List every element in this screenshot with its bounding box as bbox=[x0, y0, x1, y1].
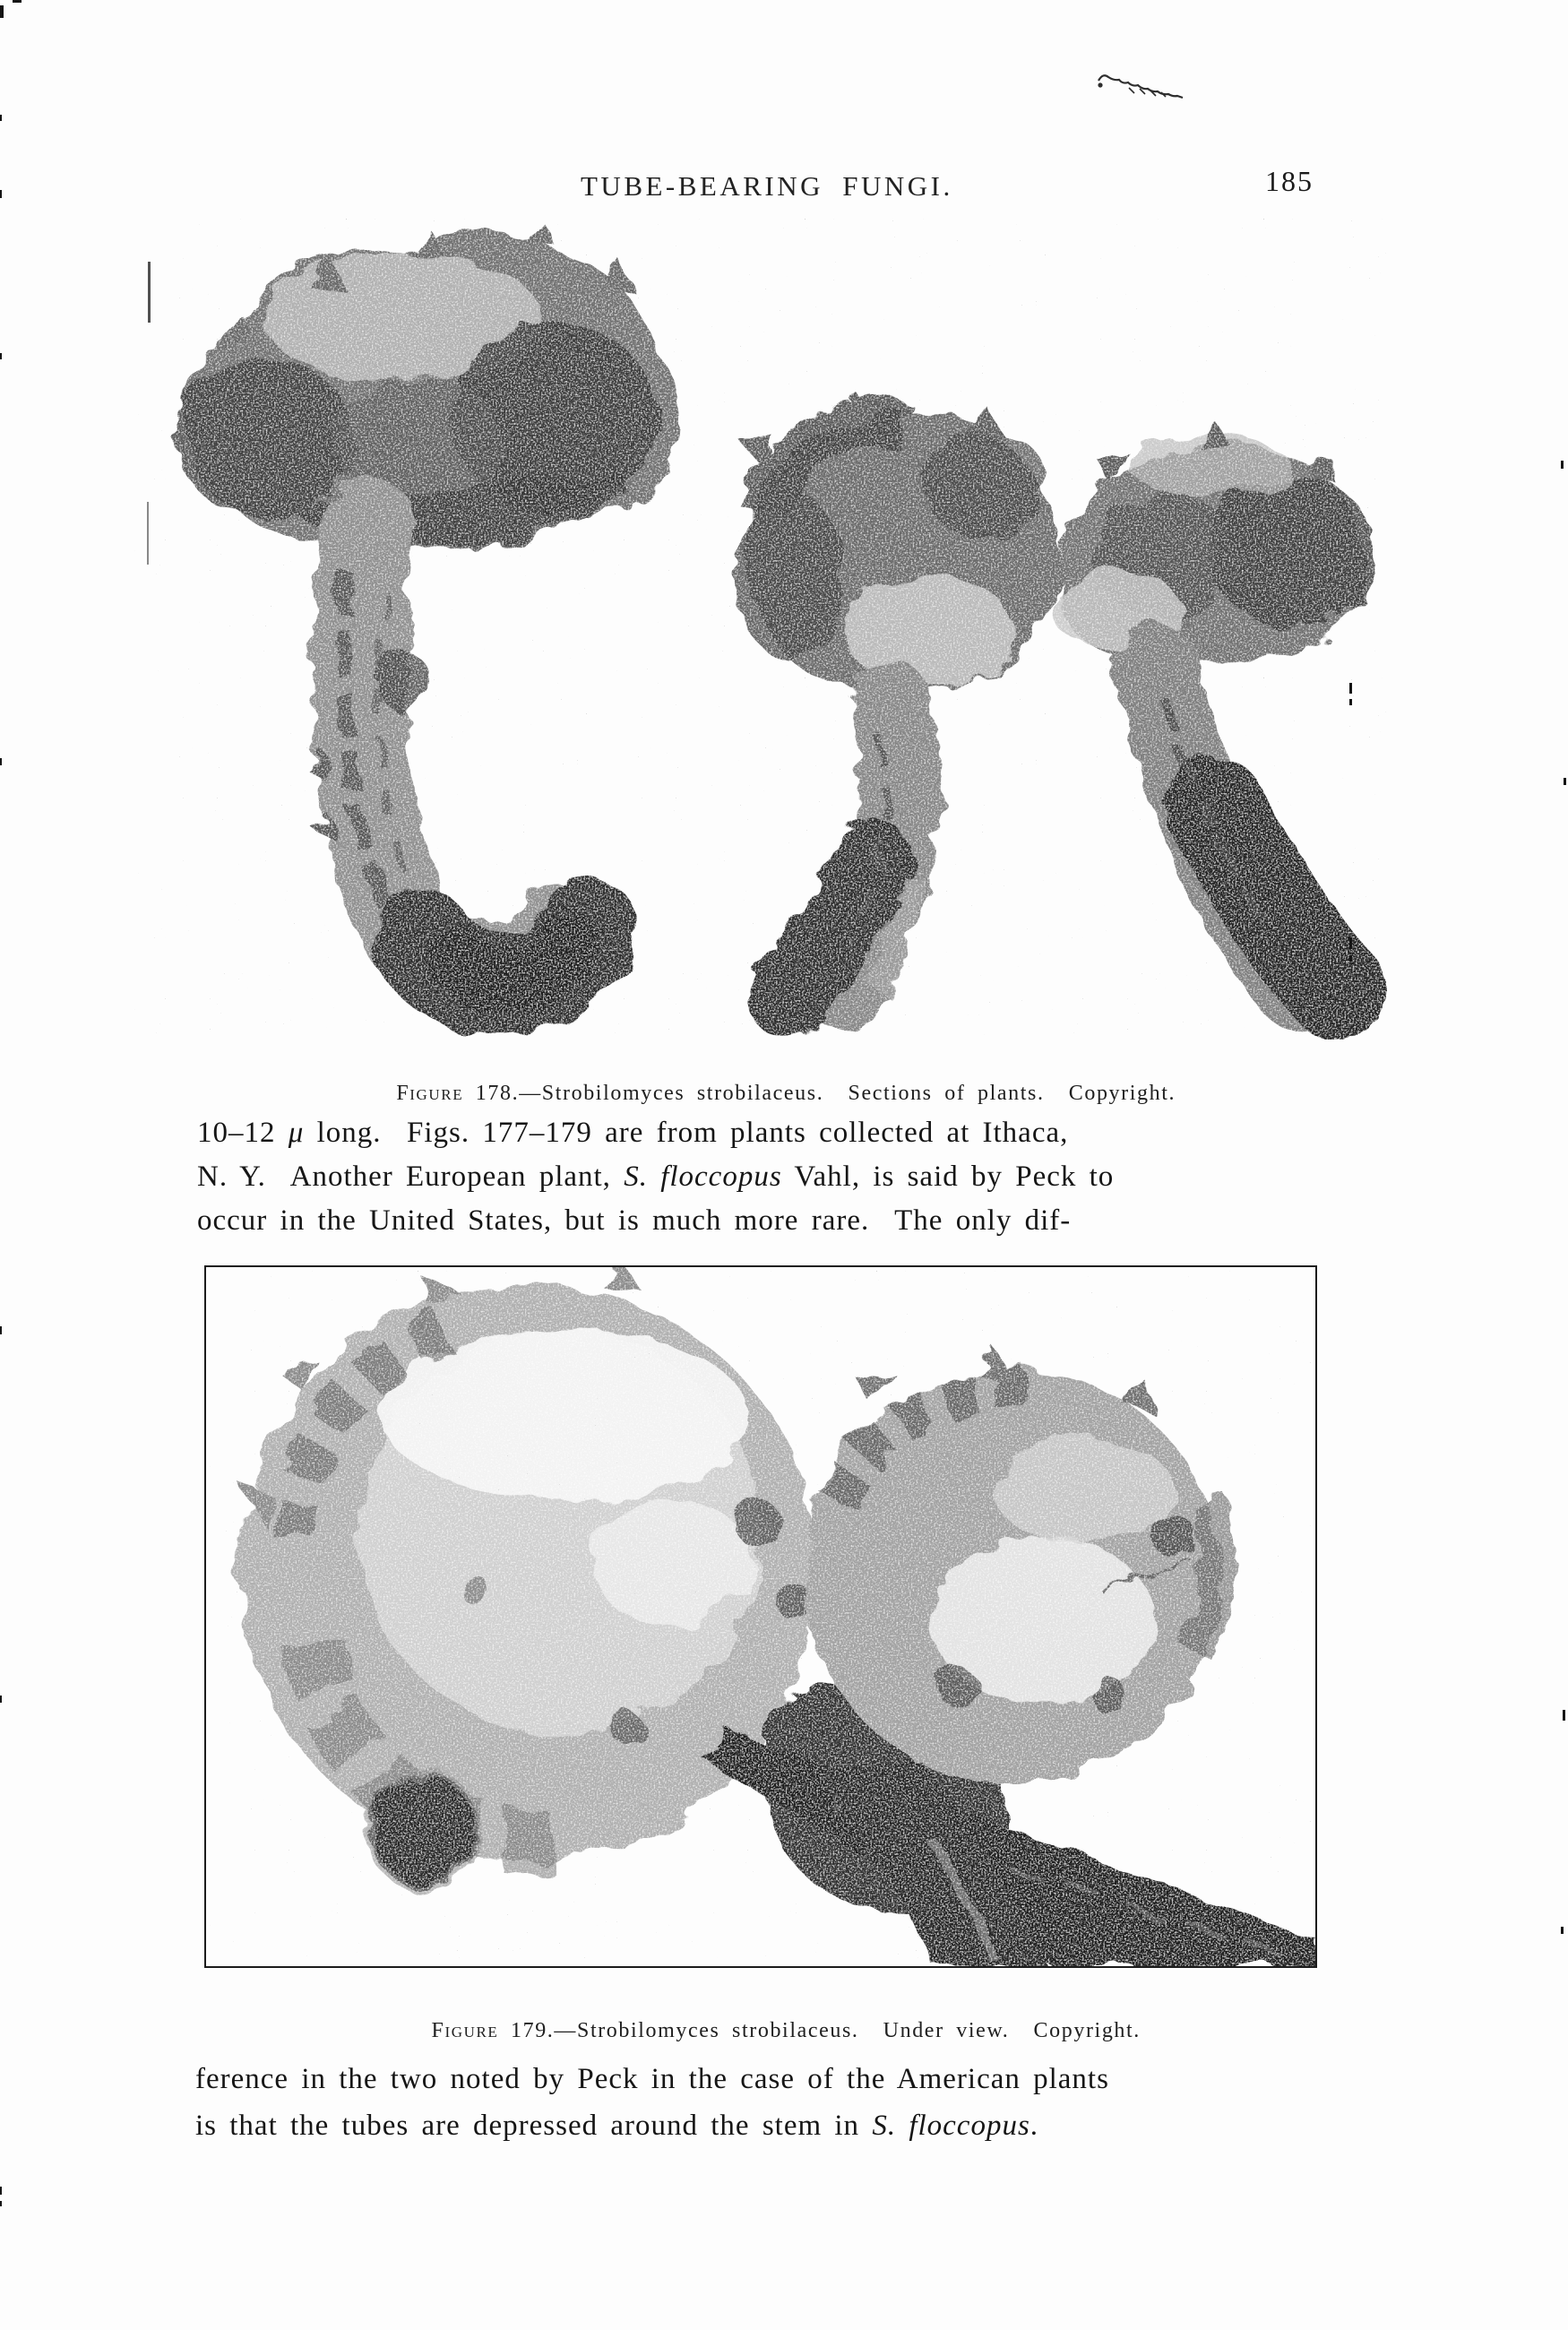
figure-178-caption-text: 178.—Strobilomyces strobilaceus. Sections of plants. Copyright. bbox=[463, 1082, 1176, 1105]
body-line: is that the tubes are depressed around the stem in S. floccopus. bbox=[195, 2110, 1039, 2142]
figure-179-caption-text: 179.—Strobilomyces strobilaceus. Under view. Copyright. bbox=[498, 2019, 1141, 2042]
ink-squiggle-mark bbox=[1095, 70, 1202, 106]
figure-179-caption bbox=[202, 1995, 1322, 2067]
body-line: 10–12 μ long. Figs. 177–179 are from plants collected at Ithaca, bbox=[197, 1117, 1069, 1149]
figure-179-frame bbox=[204, 1265, 1317, 1968]
figure-178-caption-label: Figure bbox=[396, 1082, 464, 1105]
body-line: ference in the two noted by Peck in the case of the American plants bbox=[195, 2063, 1109, 2095]
figure-178-photo bbox=[134, 215, 1389, 1040]
body-line: N. Y. Another European plant, S. floccopus Vahl, is said by Peck to bbox=[197, 1161, 1115, 1193]
page-number: 185 bbox=[1265, 165, 1314, 197]
page-running-head: TUBE-BEARING FUNGI. bbox=[581, 170, 953, 202]
body-line: occur in the United States, but is much more rare. The only dif- bbox=[197, 1204, 1072, 1237]
figure-179-caption-label: Figure bbox=[431, 2019, 499, 2042]
figure-179-photo bbox=[206, 1267, 1315, 1966]
